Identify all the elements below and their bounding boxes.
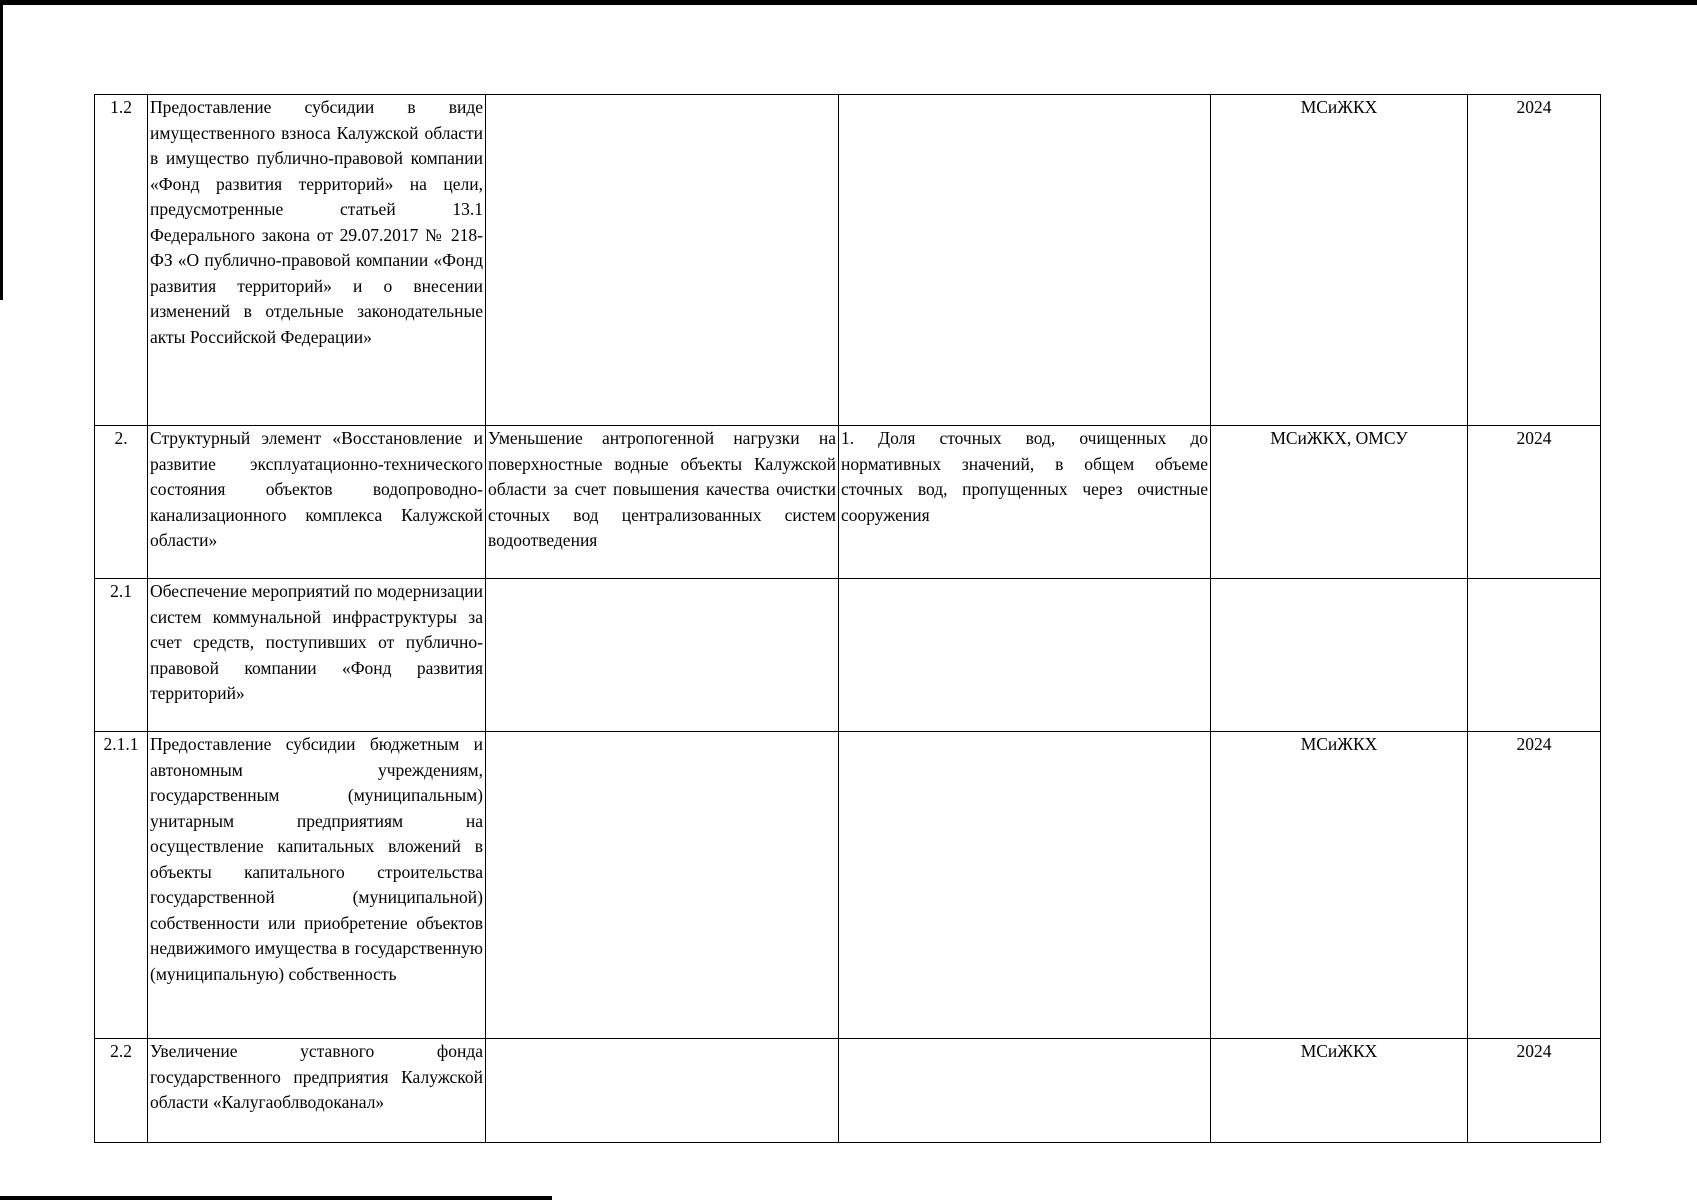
row-number: 2.1	[95, 579, 148, 732]
row-name: Структурный элемент «Восстановление и развитие эксплуатационно-технического состояния объектов водопроводно-канализационного комплекса Калужской области»	[148, 426, 486, 579]
row-indicator	[839, 732, 1211, 1039]
row-name: Обеспечение мероприятий по модернизации систем коммунальной инфраструктуры за счет средств, поступивших от публично-правовой компании «Фонд развития территорий»	[148, 579, 486, 732]
row-year: 2024	[1468, 426, 1601, 579]
row-responsible: МСиЖКХ	[1211, 1039, 1468, 1143]
table-row	[95, 1039, 1601, 1143]
row-name: Предоставление субсидии в виде имущественного взноса Калужской области в имущество публично-правовой компании «Фонд развития территорий» на цели, предусмотренные статьей 13.1 Федерального закона от 29.07.2017 № 218-ФЗ «О публично-правовой компании «Фонд развития территорий» и о внесении изменений в отдельные законодательные акты Российской Федерации»	[148, 95, 486, 426]
row-indicator	[839, 95, 1211, 426]
row-task	[486, 579, 839, 732]
table-row	[95, 95, 1601, 426]
row-number: 2.	[95, 426, 148, 579]
row-year: 2024	[1468, 732, 1601, 1039]
scan-border-bottom	[0, 1196, 552, 1200]
row-responsible: МСиЖКХ	[1211, 732, 1468, 1039]
row-year: 2024	[1468, 1039, 1601, 1143]
table-row	[95, 732, 1601, 1039]
scan-border-top	[0, 0, 1697, 5]
row-year	[1468, 579, 1601, 732]
row-indicator: 1. Доля сточных вод, очищенных до нормативных значений, в общем объеме сточных вод, пропущенных через очистные сооружения	[839, 426, 1211, 579]
table-row	[95, 579, 1601, 732]
row-task	[486, 95, 839, 426]
row-task	[486, 1039, 839, 1143]
row-name: Увеличение уставного фонда государственного предприятия Калужской области «Калугаоблводоканал»	[148, 1039, 486, 1143]
row-task: Уменьшение антропогенной нагрузки на поверхностные водные объекты Калужской области за счет повышения качества очистки сточных вод централизованных систем водоотведения	[486, 426, 839, 579]
row-name: Предоставление субсидии бюджетным и автономным учреждениям, государственным (муниципальным) унитарным предприятиям на осуществление капитальных вложений в объекты капитального строительства государственной (муниципальной) собственности или приобретение объектов недвижимого имущества в государственную (муниципальную) собственность	[148, 732, 486, 1039]
row-year: 2024	[1468, 95, 1601, 426]
row-responsible	[1211, 579, 1468, 732]
scan-border-left	[0, 0, 3, 300]
row-number: 2.2	[95, 1039, 148, 1143]
row-task	[486, 732, 839, 1039]
row-number: 1.2	[95, 95, 148, 426]
row-responsible: МСиЖКХ	[1211, 95, 1468, 426]
row-number: 2.1.1	[95, 732, 148, 1039]
row-responsible: МСиЖКХ, ОМСУ	[1211, 426, 1468, 579]
plan-table	[94, 94, 1601, 1143]
row-indicator	[839, 579, 1211, 732]
table-row	[95, 426, 1601, 579]
row-indicator	[839, 1039, 1211, 1143]
